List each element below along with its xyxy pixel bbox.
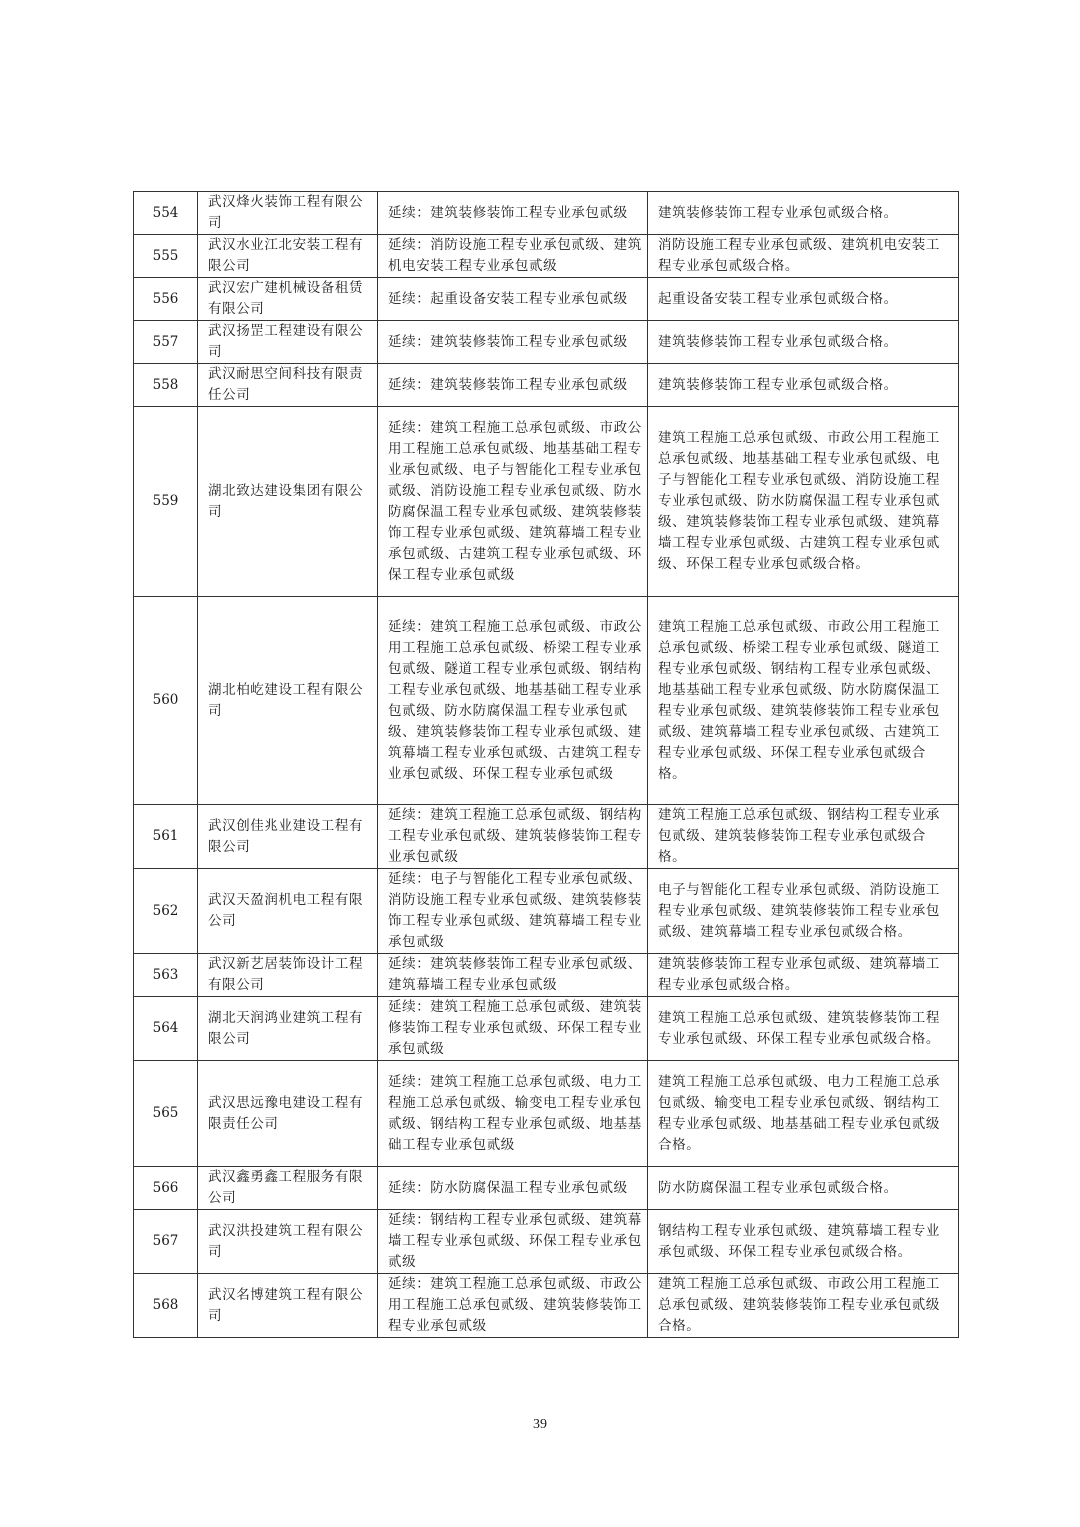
application-items: 延续：防水防腐保温工程专业承包贰级 [378,1167,648,1210]
review-result: 建筑工程施工总承包贰级、钢结构工程专业承包贰级、建筑装修装饰工程专业承包贰级合格。 [648,805,959,869]
table-row [134,192,959,235]
company-name: 武汉思远豫电建设工程有限责任公司 [198,1061,378,1167]
table-row [134,805,959,869]
row-number: 566 [134,1167,198,1210]
table-row [134,1210,959,1274]
company-name: 湖北致达建设集团有限公司 [198,407,378,597]
row-number: 567 [134,1210,198,1274]
page-number: 39 [533,1417,547,1432]
row-number: 556 [134,278,198,321]
row-number: 568 [134,1274,198,1338]
review-result: 建筑工程施工总承包贰级、建筑装修装饰工程专业承包贰级、环保工程专业承包贰级合格。 [648,997,959,1061]
application-items: 延续：建筑工程施工总承包贰级、钢结构工程专业承包贰级、建筑装修装饰工程专业承包贰级 [378,805,648,869]
table-row [134,997,959,1061]
application-items: 延续：建筑工程施工总承包贰级、建筑装修装饰工程专业承包贰级、环保工程专业承包贰级 [378,997,648,1061]
application-items: 延续：建筑工程施工总承包贰级、电力工程施工总承包贰级、输变电工程专业承包贰级、钢结构工程专业承包贰级、地基基础工程专业承包贰级 [378,1061,648,1167]
review-result: 建筑工程施工总承包贰级、电力工程施工总承包贰级、输变电工程专业承包贰级、钢结构工程专业承包贰级、地基基础工程专业承包贰级合格。 [648,1061,959,1167]
company-name: 武汉水业江北安装工程有限公司 [198,235,378,278]
review-result: 建筑工程施工总承包贰级、市政公用工程施工总承包贰级、建筑装修装饰工程专业承包贰级合格。 [648,1274,959,1338]
table-row [134,1167,959,1210]
application-items: 延续：建筑装修装饰工程专业承包贰级 [378,364,648,407]
application-items: 延续：建筑装修装饰工程专业承包贰级、建筑幕墙工程专业承包贰级 [378,954,648,997]
application-items: 延续：建筑工程施工总承包贰级、市政公用工程施工总承包贰级、地基基础工程专业承包贰级、电子与智能化工程专业承包贰级、消防设施工程专业承包贰级、防水防腐保温工程专业承包贰级、建筑装修装饰工程专业承包贰级、建筑幕墙工程专业承包贰级、古建筑工程专业承包贰级、环保工程专业承包贰级 [378,407,648,597]
row-number: 563 [134,954,198,997]
row-number: 558 [134,364,198,407]
table-row [134,321,959,364]
review-result: 防水防腐保温工程专业承包贰级合格。 [648,1167,959,1210]
application-items: 延续：电子与智能化工程专业承包贰级、消防设施工程专业承包贰级、建筑装修装饰工程专业承包贰级、建筑幕墙工程专业承包贰级 [378,869,648,954]
review-result: 建筑装修装饰工程专业承包贰级、建筑幕墙工程专业承包贰级合格。 [648,954,959,997]
application-items: 延续：建筑工程施工总承包贰级、市政公用工程施工总承包贰级、桥梁工程专业承包贰级、隧道工程专业承包贰级、钢结构工程专业承包贰级、地基基础工程专业承包贰级、防水防腐保温工程专业承包贰级、建筑装修装饰工程专业承包贰级、建筑幕墙工程专业承包贰级、古建筑工程专业承包贰级、环保工程专业承包贰级 [378,597,648,805]
qualification-table [133,191,959,1338]
company-name: 武汉名博建筑工程有限公司 [198,1274,378,1338]
row-number: 559 [134,407,198,597]
company-name: 武汉鑫勇鑫工程服务有限公司 [198,1167,378,1210]
review-result: 建筑装修装饰工程专业承包贰级合格。 [648,192,959,235]
company-name: 武汉宏广建机械设备租赁有限公司 [198,278,378,321]
company-name: 湖北柏屹建设工程有限公司 [198,597,378,805]
table-row [134,869,959,954]
company-name: 武汉扬罡工程建设有限公司 [198,321,378,364]
row-number: 560 [134,597,198,805]
review-result: 建筑装修装饰工程专业承包贰级合格。 [648,364,959,407]
application-items: 延续：钢结构工程专业承包贰级、建筑幕墙工程专业承包贰级、环保工程专业承包贰级 [378,1210,648,1274]
row-number: 562 [134,869,198,954]
review-result: 建筑工程施工总承包贰级、市政公用工程施工总承包贰级、桥梁工程专业承包贰级、隧道工程专业承包贰级、钢结构工程专业承包贰级、地基基础工程专业承包贰级、防水防腐保温工程专业承包贰级、建筑装修装饰工程专业承包贰级、建筑幕墙工程专业承包贰级、古建筑工程专业承包贰级、环保工程专业承包贰级合格。 [648,597,959,805]
row-number: 565 [134,1061,198,1167]
table-row [134,407,959,597]
company-name: 武汉创佳兆业建设工程有限公司 [198,805,378,869]
table-row [134,364,959,407]
company-name: 武汉天盈润机电工程有限公司 [198,869,378,954]
row-number: 557 [134,321,198,364]
table-row [134,1061,959,1167]
table-row [134,1274,959,1338]
table-row [134,278,959,321]
application-items: 延续：建筑工程施工总承包贰级、市政公用工程施工总承包贰级、建筑装修装饰工程专业承包贰级 [378,1274,648,1338]
application-items: 延续：消防设施工程专业承包贰级、建筑机电安装工程专业承包贰级 [378,235,648,278]
company-name: 武汉耐思空间科技有限责任公司 [198,364,378,407]
company-name: 武汉洪投建筑工程有限公司 [198,1210,378,1274]
company-name: 湖北天润鸿业建筑工程有限公司 [198,997,378,1061]
table-row [134,597,959,805]
row-number: 554 [134,192,198,235]
row-number: 555 [134,235,198,278]
review-result: 消防设施工程专业承包贰级、建筑机电安装工程专业承包贰级合格。 [648,235,959,278]
row-number: 561 [134,805,198,869]
review-result: 钢结构工程专业承包贰级、建筑幕墙工程专业承包贰级、环保工程专业承包贰级合格。 [648,1210,959,1274]
review-result: 起重设备安装工程专业承包贰级合格。 [648,278,959,321]
review-result: 建筑工程施工总承包贰级、市政公用工程施工总承包贰级、地基基础工程专业承包贰级、电子与智能化工程专业承包贰级、消防设施工程专业承包贰级、防水防腐保温工程专业承包贰级、建筑装修装饰工程专业承包贰级、建筑幕墙工程专业承包贰级、古建筑工程专业承包贰级、环保工程专业承包贰级合格。 [648,407,959,597]
table-row [134,954,959,997]
review-result: 建筑装修装饰工程专业承包贰级合格。 [648,321,959,364]
application-items: 延续：建筑装修装饰工程专业承包贰级 [378,321,648,364]
table-row [134,235,959,278]
company-name: 武汉烽火装饰工程有限公司 [198,192,378,235]
application-items: 延续：起重设备安装工程专业承包贰级 [378,278,648,321]
review-result: 电子与智能化工程专业承包贰级、消防设施工程专业承包贰级、建筑装修装饰工程专业承包贰级、建筑幕墙工程专业承包贰级合格。 [648,869,959,954]
company-name: 武汉新艺居装饰设计工程有限公司 [198,954,378,997]
row-number: 564 [134,997,198,1061]
application-items: 延续：建筑装修装饰工程专业承包贰级 [378,192,648,235]
